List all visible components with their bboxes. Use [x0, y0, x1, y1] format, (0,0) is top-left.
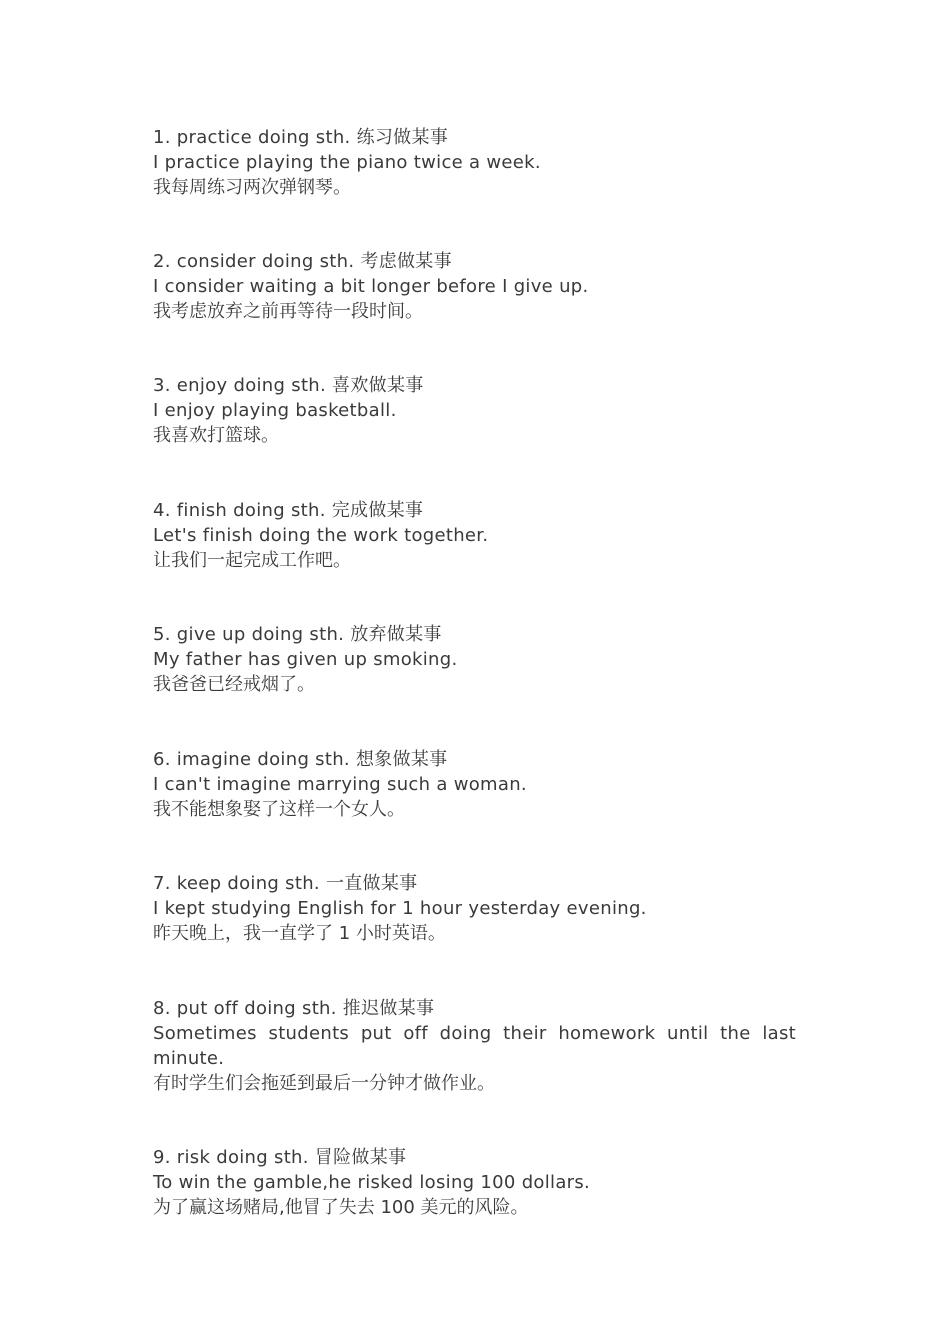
phrase-entry-3: [153, 373, 796, 448]
example-translation: 让我们一起完成工作吧。: [153, 550, 351, 571]
example-translation: 为了赢这场赌局,他冒了失去 100 美元的风险。: [153, 1197, 529, 1218]
example-sentence: I practice playing the piano twice a week.: [153, 152, 541, 173]
phrase-heading: 3. enjoy doing sth. 喜欢做某事: [153, 375, 424, 396]
example-sentence: I enjoy playing basketball.: [153, 400, 397, 421]
example-translation: 我喜欢打篮球。: [153, 425, 279, 446]
example-translation: 我不能想象娶了这样一个女人。: [153, 799, 405, 820]
example-sentence: Sometimes students put off doing their homework until the last minute.: [153, 1023, 796, 1069]
example-translation: 昨天晚上，我一直学了 1 小时英语。: [153, 923, 446, 944]
phrase-entry-5: [153, 622, 796, 697]
example-sentence: I consider waiting a bit longer before I give up.: [153, 276, 589, 297]
phrase-heading: 2. consider doing sth. 考虑做某事: [153, 251, 452, 272]
phrase-entry-8: [153, 996, 796, 1096]
example-sentence: I can't imagine marrying such a woman.: [153, 774, 527, 795]
example-sentence: Let's finish doing the work together.: [153, 525, 489, 546]
phrase-heading: 7. keep doing sth. 一直做某事: [153, 873, 418, 894]
phrase-heading: 9. risk doing sth. 冒险做某事: [153, 1147, 407, 1168]
phrase-entry-7: [153, 871, 796, 946]
phrase-entry-2: [153, 249, 796, 324]
phrase-entry-4: [153, 498, 796, 573]
phrase-heading: 5. give up doing sth. 放弃做某事: [153, 624, 442, 645]
phrase-entry-6: [153, 747, 796, 822]
example-translation: 我每周练习两次弹钢琴。: [153, 177, 351, 198]
example-translation: 我爸爸已经戒烟了。: [153, 674, 315, 695]
phrase-heading: 1. practice doing sth. 练习做某事: [153, 127, 449, 148]
phrase-heading: 6. imagine doing sth. 想象做某事: [153, 749, 448, 770]
example-sentence: To win the gamble,he risked losing 100 dollars.: [153, 1172, 591, 1193]
example-translation: 有时学生们会拖延到最后一分钟才做作业。: [153, 1073, 495, 1094]
example-sentence: I kept studying English for 1 hour yesterday evening.: [153, 898, 647, 919]
example-sentence: My father has given up smoking.: [153, 649, 458, 670]
phrase-entry-1: [153, 125, 796, 200]
phrase-entry-9: [153, 1145, 796, 1220]
phrase-heading: 4. finish doing sth. 完成做某事: [153, 500, 424, 521]
phrase-heading: 8. put off doing sth. 推迟做某事: [153, 998, 435, 1019]
example-translation: 我考虑放弃之前再等待一段时间。: [153, 301, 423, 322]
